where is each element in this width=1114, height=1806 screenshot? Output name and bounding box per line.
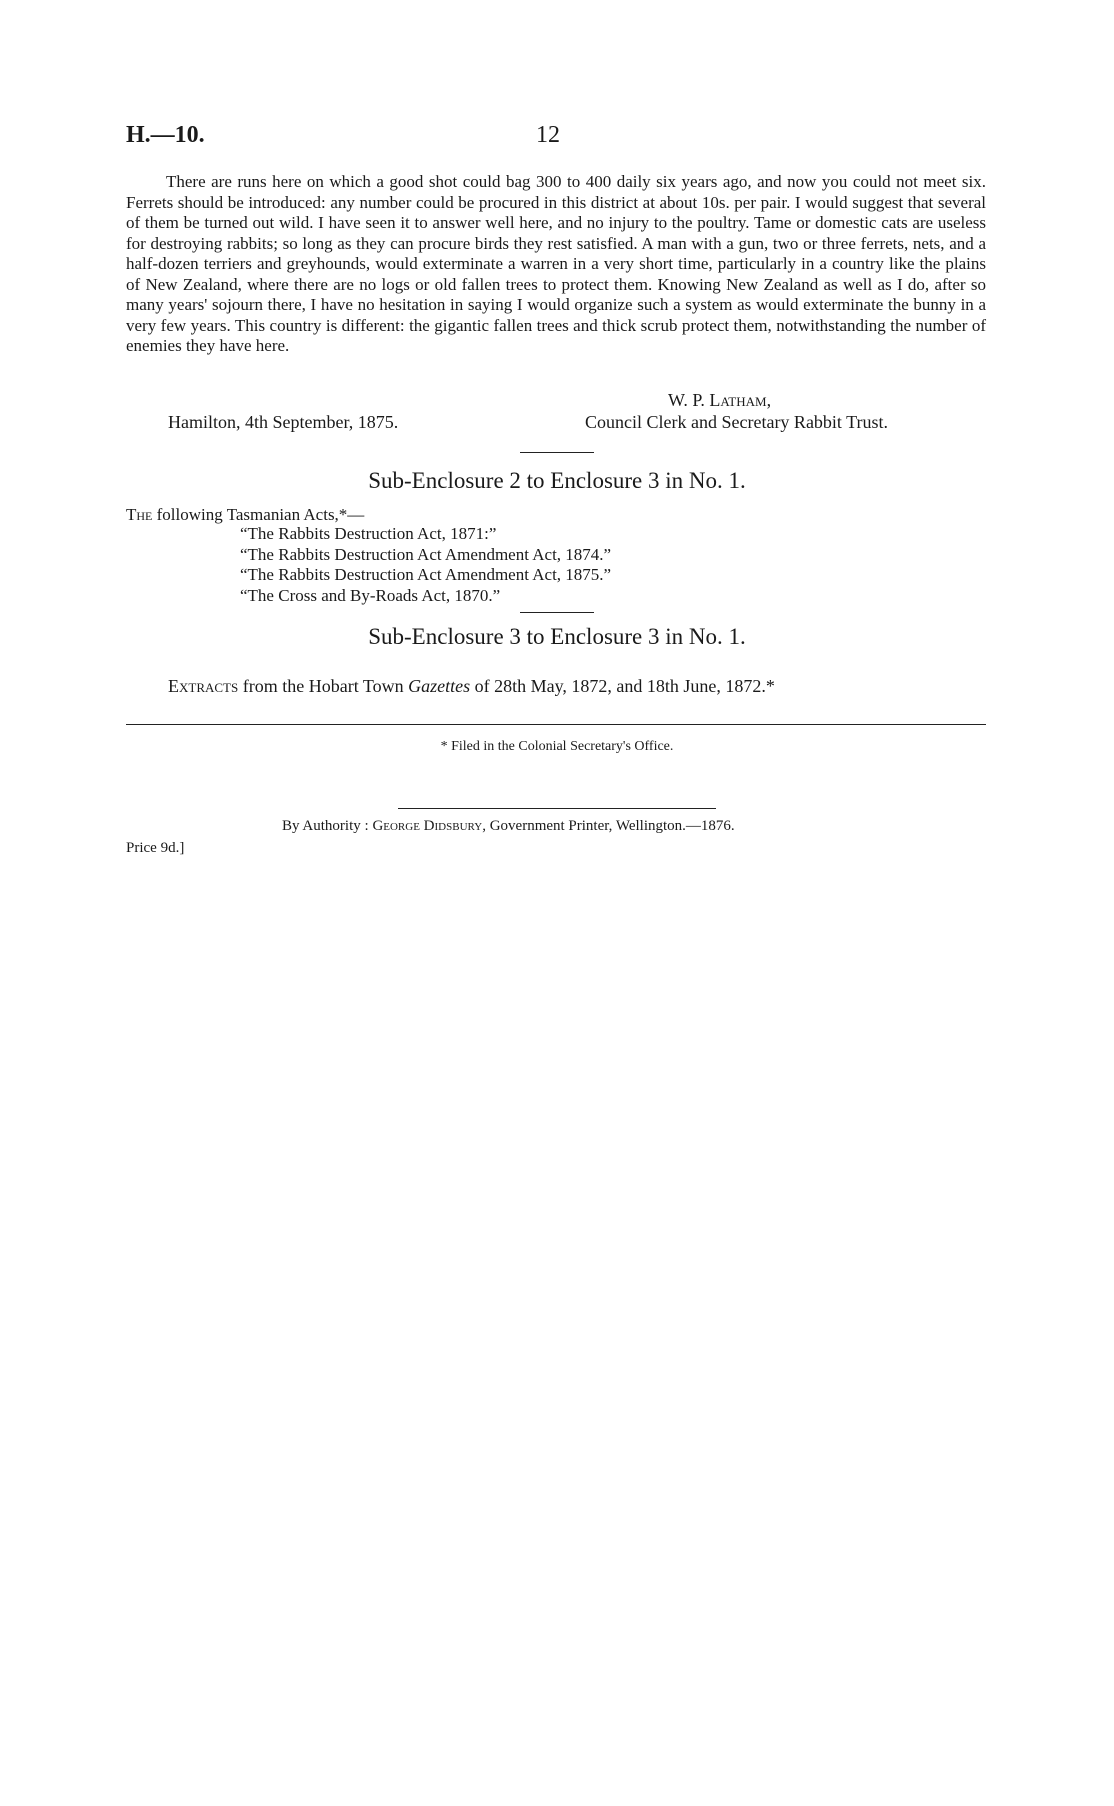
extracts-lead: Extracts bbox=[168, 676, 239, 696]
footnote: * Filed in the Colonial Secretary's Office. bbox=[440, 739, 674, 754]
page-number: 12 bbox=[536, 122, 560, 148]
extracts-line bbox=[168, 676, 775, 697]
document-reference: H.—10. bbox=[126, 122, 205, 148]
printer-name: George Didsbury, bbox=[372, 818, 486, 834]
acts-intro-rest: following Tasmanian Acts,*— bbox=[152, 505, 365, 524]
act-item: “The Rabbits Destruction Act Amendment Act, 1875.” bbox=[240, 565, 612, 584]
printer-rest: Government Printer, Wellington.—1876. bbox=[485, 818, 735, 834]
sub-enclosure-2-heading: Sub-Enclosure 2 to Enclosure 3 in No. 1. bbox=[368, 468, 746, 493]
printer-imprint bbox=[282, 818, 735, 835]
extracts-italic: Gazettes bbox=[408, 676, 471, 696]
body-paragraph: There are runs here on which a good shot could bag 300 to 400 daily six years ago, and now you could not meet six. Ferrets should be introduced: any number could be procured in this district at about 10s. per pair. I would suggest that several of them be turned out wild. I have seen it to answer well here, and no injury to the poultry. Tame or domestic cats are useless for destroying rabbits; so long as they can procure birds they rest satisfied. A man with a gun, two or three ferrets, nets, and a half-dozen terriers and greyhounds, would exterminate a warren in a very short time, particularly in a country like the plains of New Zealand, where there are no logs or old fallen trees to protect them. Knowing New Zealand as well as I do, after so many years' sojourn there, I have no hesitation in saying I would organize such a system as would exterminate the bunny in a very few years. This country is different: the gigantic fallen trees and thick scrub protect them, notwithstanding the number of enemies they have here. bbox=[126, 172, 986, 355]
acts-intro-lead: The bbox=[126, 505, 153, 524]
place-and-date: Hamilton, 4th September, 1875. bbox=[168, 412, 399, 432]
signatory-title: Council Clerk and Secretary Rabbit Trust. bbox=[585, 412, 888, 432]
act-item: “The Rabbits Destruction Act Amendment Act, 1874.” bbox=[240, 544, 612, 564]
footnote-divider bbox=[126, 724, 986, 725]
acts-intro bbox=[126, 505, 364, 525]
price: Price 9d.] bbox=[126, 840, 185, 856]
sub-enclosure-3-heading: Sub-Enclosure 3 to Enclosure 3 in No. 1. bbox=[368, 624, 746, 649]
by-authority-label: By Authority : bbox=[282, 818, 369, 834]
signatory-name: W. P. Latham, bbox=[668, 390, 772, 410]
imprint-divider bbox=[398, 808, 716, 809]
section-divider bbox=[520, 612, 594, 613]
act-item: “The Rabbits Destruction Act, 1871:” bbox=[240, 524, 497, 543]
act-item: “The Cross and By-Roads Act, 1870.” bbox=[240, 585, 501, 605]
extracts-tail: of 28th May, 1872, and 18th June, 1872.* bbox=[470, 676, 775, 696]
acts-list bbox=[240, 524, 611, 606]
extracts-mid: from the Hobart Town bbox=[238, 676, 409, 696]
section-divider bbox=[520, 452, 594, 453]
